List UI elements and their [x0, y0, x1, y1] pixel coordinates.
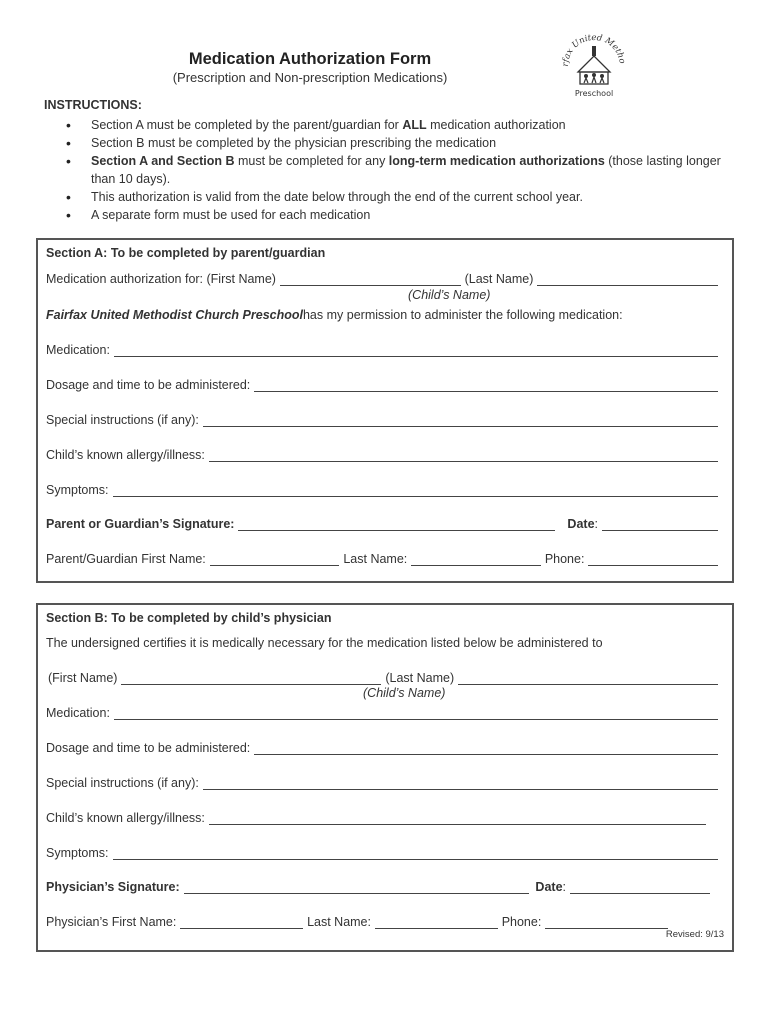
revision-note: Revised: 9/13	[665, 929, 724, 940]
logo-caption: Preschool	[574, 89, 614, 98]
section-b	[36, 603, 734, 952]
section-b-heading: Section B: To be completed by child’s physician	[46, 611, 332, 625]
instructions-heading: INSTRUCTIONS:	[44, 98, 142, 112]
special-instructions-row-b: Special instructions (if any):	[46, 772, 722, 790]
physician-first-name-field[interactable]	[180, 916, 303, 929]
childs-name-caption-b: (Child’s Name)	[363, 686, 446, 700]
physician-date-field[interactable]	[570, 881, 710, 894]
physician-signature-field[interactable]	[184, 881, 530, 894]
special-instructions-field[interactable]	[203, 414, 718, 427]
child-name-row: Medication authorization for: (First Name) (Last Name)	[46, 268, 722, 286]
physician-phone-field[interactable]	[545, 916, 668, 929]
child-name-row-b: (First Name) (Last Name)	[48, 667, 722, 685]
section-a-heading: Section A: To be completed by parent/guardian	[46, 246, 326, 260]
physician-signature-row: Physician’s Signature: Date:	[46, 876, 714, 894]
svg-text:Fairfax United Methodist: rfax United Metho	[560, 32, 627, 67]
special-instructions-row: Special instructions (if any):	[46, 409, 722, 427]
school-name: Fairfax United Methodist Church Preschool	[46, 308, 303, 322]
child-last-name-field-b[interactable]	[458, 672, 718, 685]
certify-row: The undersigned certifies it is medically necessary for the medication listed below be administered to	[46, 636, 603, 650]
dosage-field[interactable]	[254, 379, 718, 392]
allergy-row: Child’s known allergy/illness:	[46, 444, 722, 462]
dosage-row-b: Dosage and time to be administered:	[46, 737, 722, 755]
instruction-item: • Section A and Section B must be completed for any long-term medication authorizations (those lasting longer than 10 days).	[66, 152, 736, 188]
physician-name-row: Physician’s First Name: Last Name: Phone:	[46, 911, 672, 929]
allergy-field-b[interactable]	[209, 812, 706, 825]
symptoms-field-b[interactable]	[113, 847, 718, 860]
parent-phone-field[interactable]	[588, 553, 718, 566]
instruction-item: • This authorization is valid from the date below through the end of the current school year.	[66, 188, 736, 206]
dosage-row: Dosage and time to be administered:	[46, 374, 722, 392]
child-last-name-field[interactable]	[537, 273, 718, 286]
instruction-item: • A separate form must be used for each medication	[66, 206, 736, 224]
parent-signature-field[interactable]	[238, 518, 555, 531]
dosage-field-b[interactable]	[254, 742, 718, 755]
medication-field-b[interactable]	[114, 707, 718, 720]
section-a	[36, 238, 734, 583]
special-instructions-field-b[interactable]	[203, 777, 718, 790]
parent-first-name-field[interactable]	[210, 553, 340, 566]
instruction-item: • Section A must be completed by the parent/guardian for ALL medication authorization	[66, 116, 736, 134]
form-title: Medication Authorization Form	[188, 50, 432, 68]
preschool-logo	[558, 28, 630, 100]
instruction-item: • Section B must be completed by the physician prescribing the medication	[66, 134, 736, 152]
child-first-name-field-b[interactable]	[121, 672, 381, 685]
allergy-row-b: Child’s known allergy/illness:	[46, 807, 710, 825]
parent-date-field[interactable]	[602, 518, 718, 531]
instructions-list	[66, 116, 736, 224]
parent-last-name-field[interactable]	[411, 553, 541, 566]
symptoms-row-b: Symptoms:	[46, 842, 722, 860]
symptoms-field[interactable]	[113, 484, 718, 497]
medication-row-b: Medication:	[46, 702, 722, 720]
medication-field[interactable]	[114, 344, 718, 357]
childs-name-caption: (Child’s Name)	[408, 288, 491, 302]
symptoms-row: Symptoms:	[46, 479, 722, 497]
allergy-field[interactable]	[209, 449, 718, 462]
signature-row: Parent or Guardian’s Signature: Date:	[46, 513, 722, 531]
child-first-name-field[interactable]	[280, 273, 461, 286]
physician-last-name-field[interactable]	[375, 916, 498, 929]
permission-row: Fairfax United Methodist Church Preschool has my permission to administer the following medication:	[46, 308, 623, 322]
medication-row: Medication:	[46, 339, 722, 357]
form-subtitle: (Prescription and Non-prescription Medications)	[172, 70, 448, 85]
parent-name-row: Parent/Guardian First Name: Last Name: Phone:	[46, 548, 722, 566]
